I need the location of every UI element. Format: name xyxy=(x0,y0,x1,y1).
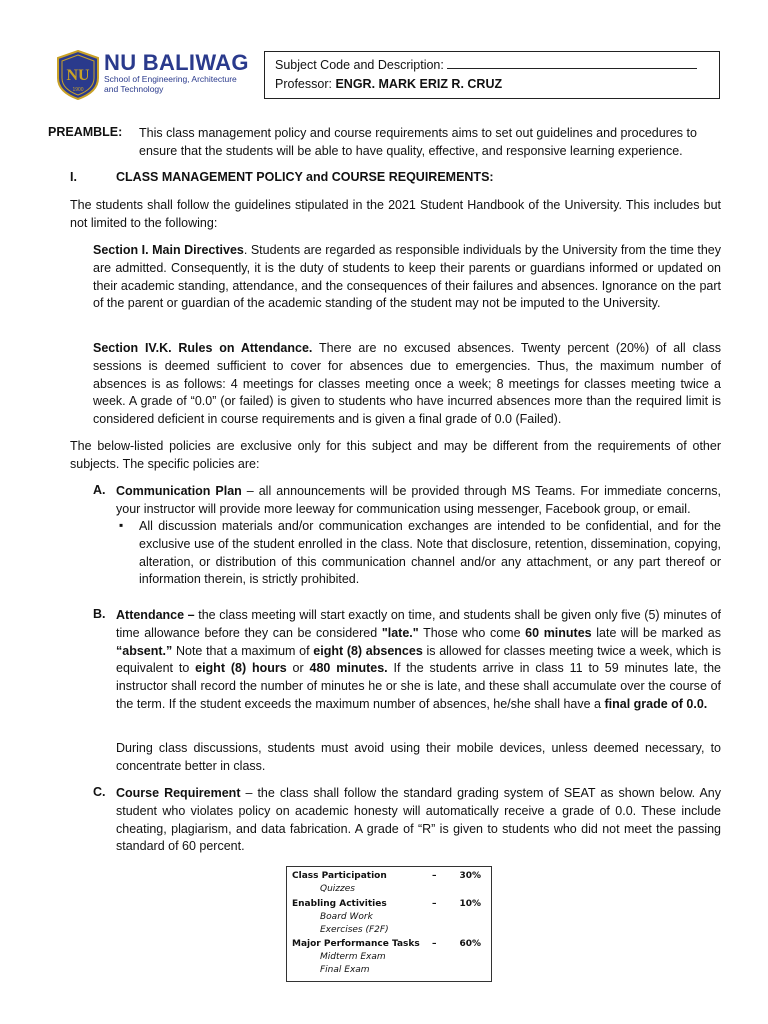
policy-b-eight: eight (8) absences xyxy=(313,643,423,658)
attendance-rules-paragraph xyxy=(93,340,721,429)
preamble-line-2: ensure that the students will be able to have quality, effective, and responsive learning experience. xyxy=(139,143,683,158)
grading-label: Class Participation xyxy=(292,871,387,881)
grading-subitem: Final Exam xyxy=(320,965,370,975)
policy-b-minutes: 480 minutes. xyxy=(309,661,388,676)
section-title: CLASS MANAGEMENT POLICY and COURSE REQUIREMENTS: xyxy=(116,170,494,184)
policy-b-sixty: 60 minutes xyxy=(525,625,592,640)
grading-percent: 60% xyxy=(459,939,481,949)
policy-b-late: "late." xyxy=(381,625,419,640)
policy-b-hours: eight (8) hours xyxy=(195,661,287,676)
section-intro: The students shall follow the guidelines stipulated in the 2021 Student Handbook of the University. This includes but not limited to the following: xyxy=(70,198,721,230)
logo-subtitle: School of Engineering, Architecture and Technology xyxy=(104,74,237,94)
logo-name: NU BALIWAG xyxy=(104,50,249,75)
grading-label: Enabling Activities xyxy=(292,899,387,909)
grading-subitem: Board Work xyxy=(320,912,373,922)
grading-dash: – xyxy=(432,899,437,909)
policy-b-text-2: Those who come xyxy=(418,625,526,640)
preamble-text xyxy=(139,125,725,161)
professor-line xyxy=(275,75,709,94)
subject-line xyxy=(275,56,709,75)
grading-dash: – xyxy=(432,939,437,949)
policy-a-text: – all announcements will be provided through MS Teams. For immediate concerns, your instructor will provide more leeway for communication using messenger, Facebook group, or email. xyxy=(116,484,721,516)
subject-blank xyxy=(447,56,697,69)
policy-b-text-3: late will be marked as xyxy=(591,625,722,640)
main-directives-paragraph xyxy=(93,242,721,313)
policy-c-paragraph xyxy=(116,785,721,856)
grading-table xyxy=(286,866,492,982)
policy-b-final: final grade of 0.0. xyxy=(604,696,708,711)
directives-text: . Students are regarded as responsible individuals by the University from the time they are admitted. Consequently, it is the duty of students to keep their parents or guardians informed or updated on their academic standing, attendance, and the consequences of their failures and absences. Ignorance on the part of the parent or guardian of the academic standing of the student may not be imputed to the University. xyxy=(93,243,721,311)
policy-b-text-7: If the students arrive in class 11 to 59 minutes late, the instructor shall record the number of minutes he or she is late, and these shall accumulate over the course of the term. If the student exceeds the maximum number of absences, he/she shall have a xyxy=(116,661,722,711)
grading-row xyxy=(292,938,483,951)
policy-a-title: Communication Plan xyxy=(116,484,242,498)
grading-subitem: Quizzes xyxy=(320,884,355,894)
subject-label: Subject Code and Description: xyxy=(275,58,444,72)
grading-percent: 10% xyxy=(459,899,481,909)
university-seal-icon xyxy=(56,50,100,100)
grading-row xyxy=(292,870,483,883)
grading-row xyxy=(292,898,483,911)
policy-b-text-4: Note that a maximum of xyxy=(172,643,314,658)
policy-b-text-5: is allowed for classes meeting twice a week, which is equivalent to xyxy=(116,643,721,676)
policy-a-letter: A. xyxy=(93,483,106,497)
grading-subitem: Midterm Exam xyxy=(320,952,386,962)
attendance-rules-title: Section IV.K. Rules on Attendance. xyxy=(93,341,313,355)
preamble-label: PREAMBLE: xyxy=(48,125,123,139)
policy-b-paragraph xyxy=(116,607,721,714)
policy-c-text: – the class shall follow the standard grading system of SEAT as shown below. Any student who violates policy on academic honesty will automatically receive a grade of 0.0. These include cheating, plagiarism, and data fabrication. A grade of “R” is given to students who did not meet the passing standard of 60 percent. xyxy=(116,786,721,854)
preamble-line-1: This class management policy and course requirements aims to set out guidelines and procedures to xyxy=(139,126,697,140)
grading-label: Major Performance Tasks xyxy=(292,939,420,949)
grading-subitem: Exercises (F2F) xyxy=(320,925,389,935)
policy-b-text-1: the class meeting will start exactly on time, and students shall be given only five (5) minutes of time allowance before they can be considered xyxy=(116,608,722,640)
policy-c-letter: C. xyxy=(93,785,106,799)
professor-label: Professor: xyxy=(275,77,332,91)
grading-percent: 30% xyxy=(459,871,481,881)
directives-title: Section I. Main Directives xyxy=(93,243,244,257)
mobile-devices-paragraph: During class discussions, students must avoid using their mobile devices, unless deemed necessary, to concentrate better in class. xyxy=(116,741,721,773)
policy-a-paragraph xyxy=(116,483,721,519)
policy-b-text-6: or xyxy=(286,661,310,676)
professor-name: ENGR. MARK ERIZ R. CRUZ xyxy=(335,77,503,91)
policy-b-absent: “absent.” xyxy=(116,643,173,658)
policy-b-letter: B. xyxy=(93,607,106,621)
attendance-rules-text: There are no excused absences. Twenty percent (20%) of all class sessions is deemed sufficient to cover for absences due to emergencies. Thus, the maximum number of absences is as follows: 4 meetings for classes meeting once a week; 8 meetings for classes meeting twice a week. A grade of “0.0” (or failed) is given to students who have incurred absences more than the required limit is considered deficient in course requirements and is given a final grade of 0.0 (Failed). xyxy=(93,341,721,427)
policy-c-title: Course Requirement xyxy=(116,786,241,800)
policy-a-bullet-text: All discussion materials and/or communication exchanges are intended to be confidential, and for the exclusive use of the student enrolled in the class. Note that disclosure, retention, dissemination, copying, alteration, or distribution of this communication channel and/or any attachment, or any part thereof or information therein, is strictly prohibited. xyxy=(139,519,721,587)
policies-intro: The below-listed policies are exclusive only for this subject and may be different from the requirements of other subjects. The specific policies are: xyxy=(70,439,721,471)
grading-dash: – xyxy=(432,871,437,881)
svg-text:1900: 1900 xyxy=(72,87,84,93)
university-logo xyxy=(56,50,249,100)
subject-info-box xyxy=(264,51,720,99)
svg-text:NU: NU xyxy=(66,67,90,84)
bullet-marker: ▪ xyxy=(119,518,124,532)
section-number: I. xyxy=(70,170,77,184)
policy-b-title: Attendance – xyxy=(116,608,195,622)
